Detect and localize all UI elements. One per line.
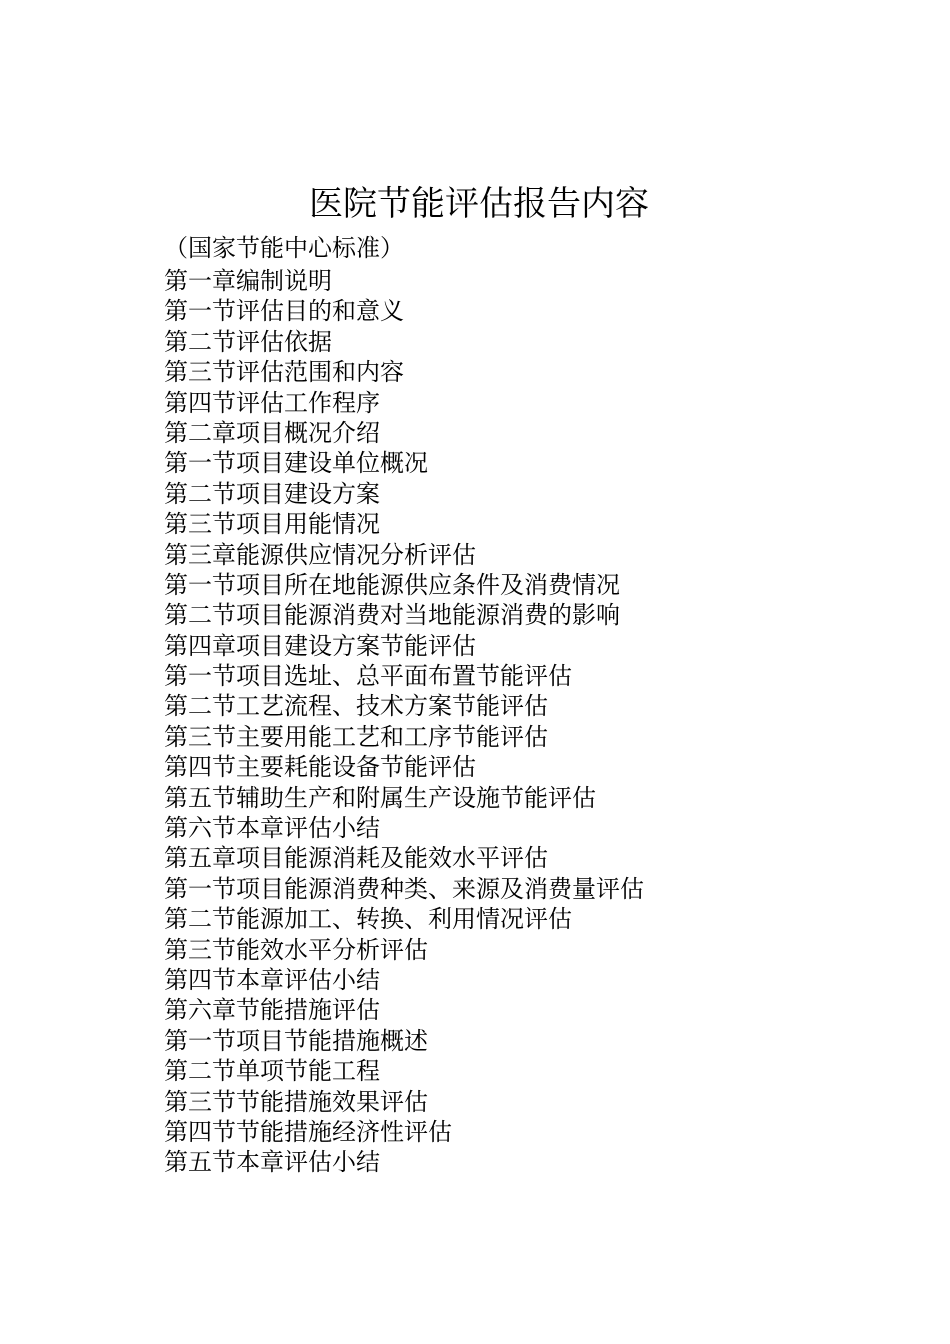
table-of-contents	[164, 266, 644, 1178]
toc-section-item: 第一节项目建设单位概况	[164, 449, 428, 478]
toc-section-item: 第四节本章评估小结	[164, 965, 380, 994]
document-subtitle: （国家节能中心标准）	[164, 234, 404, 262]
toc-section-item: 第六节本章评估小结	[164, 814, 380, 843]
toc-section-item: 第五节本章评估小结	[164, 1148, 380, 1177]
toc-section-item: 第二节项目能源消费对当地能源消费的影响	[164, 601, 620, 630]
toc-section-item: 第四节主要耗能设备节能评估	[164, 753, 476, 782]
toc-section-item: 第二节能源加工、转换、利用情况评估	[164, 905, 572, 934]
document-title: 医院节能评估报告内容	[309, 184, 649, 224]
toc-chapter-item: 第一章编制说明	[164, 267, 332, 295]
toc-section-item: 第三节项目用能情况	[164, 510, 380, 539]
toc-section-item: 第一节项目选址、总平面布置节能评估	[164, 662, 572, 691]
toc-section-item: 第一节项目节能措施概述	[164, 1026, 428, 1055]
toc-chapter-item: 第三章能源供应情况分析评估	[164, 540, 476, 569]
toc-section-item: 第二节评估依据	[164, 327, 332, 356]
toc-chapter-item: 第五章项目能源消耗及能效水平评估	[164, 844, 548, 873]
toc-chapter-item: 第二章项目概况介绍	[164, 418, 380, 447]
toc-section-item: 第三节评估范围和内容	[164, 358, 404, 387]
toc-section-item: 第二节项目建设方案	[164, 479, 380, 508]
toc-section-item: 第三节节能措施效果评估	[164, 1087, 428, 1116]
toc-section-item: 第一节评估目的和意义	[164, 297, 404, 326]
toc-chapter-item: 第四章项目建设方案节能评估	[164, 631, 476, 660]
toc-section-item: 第一节项目所在地能源供应条件及消费情况	[164, 570, 620, 599]
toc-section-item: 第五节辅助生产和附属生产设施节能评估	[164, 783, 596, 812]
toc-section-item: 第四节评估工作程序	[164, 388, 380, 417]
toc-chapter-item: 第六章节能措施评估	[164, 996, 380, 1025]
toc-section-item: 第一节项目能源消费种类、来源及消费量评估	[164, 874, 644, 903]
toc-section-item: 第二节单项节能工程	[164, 1057, 380, 1086]
toc-section-item: 第四节节能措施经济性评估	[164, 1117, 452, 1146]
toc-section-item: 第三节主要用能工艺和工序节能评估	[164, 722, 548, 751]
toc-section-item: 第二节工艺流程、技术方案节能评估	[164, 692, 548, 721]
toc-section-item: 第三节能效水平分析评估	[164, 935, 428, 964]
